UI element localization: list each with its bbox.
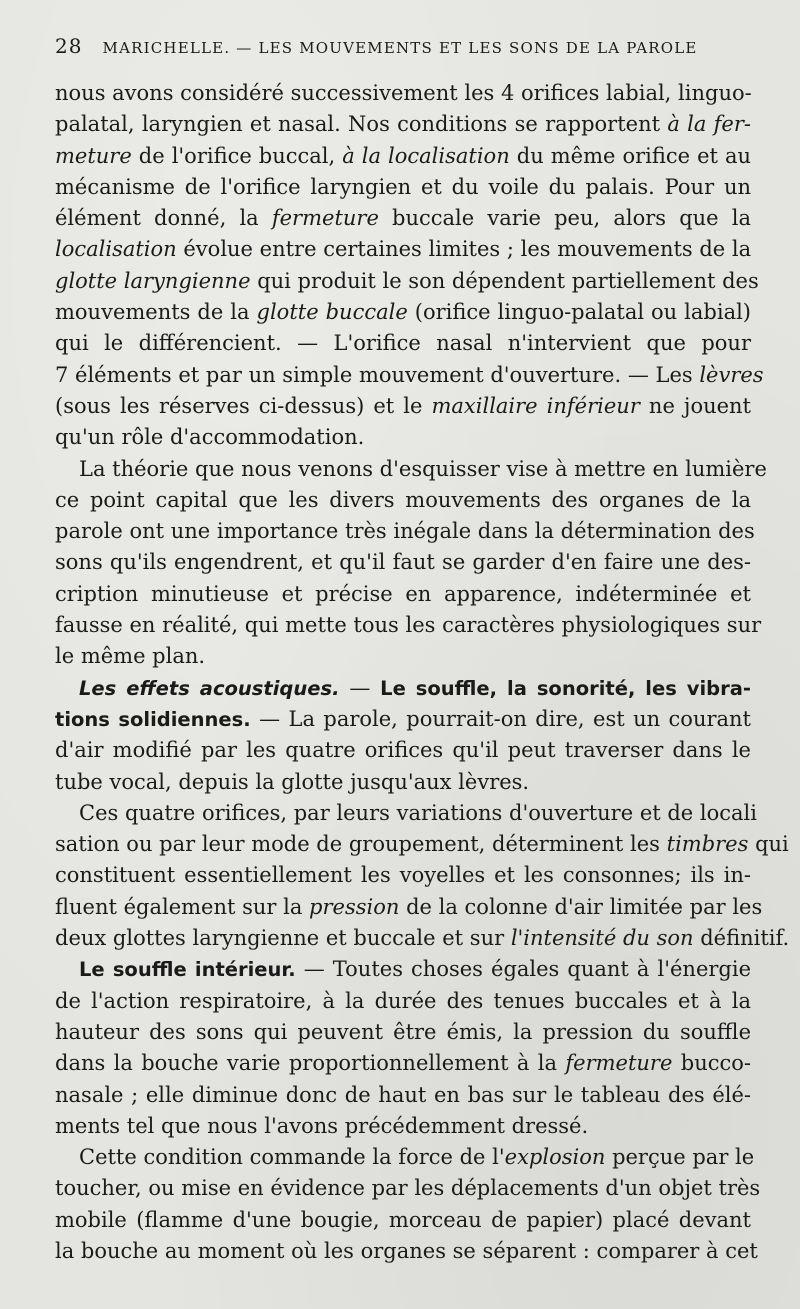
text-line — [55, 234, 751, 265]
text-line — [55, 1173, 761, 1204]
running-title: MARICHELLE. — LES MOUVEMENTS ET LES SONS DE LA PAROLE — [102, 39, 698, 57]
italic-text: maxillaire inférieur — [431, 393, 640, 418]
text-line — [55, 1080, 751, 1111]
text-segment: 7 éléments et par un simple mouvement d'ouverture. — Les — [55, 362, 700, 387]
bold-heading-text: Le souffle, la sonorité, les vibra- — [380, 676, 752, 700]
italic-text: timbres — [666, 832, 749, 857]
italic-text: l'intensité du son — [510, 926, 694, 951]
text-line — [55, 141, 751, 172]
text-line — [55, 1111, 751, 1142]
text-line — [55, 203, 751, 234]
text-line — [55, 923, 790, 954]
text-line — [55, 986, 751, 1017]
text-segment: définitif. — [693, 926, 790, 951]
italic-text: à la localisation — [342, 143, 510, 168]
text-segment: fausse en réalité, qui mette tous les caractères physiologiques sur — [55, 613, 762, 638]
italic-text: pression — [309, 894, 400, 919]
text-segment: cription minutieuse et précise en apparence, indéterminée et — [55, 581, 751, 606]
text-segment: mécanisme de l'orifice laryngien et du voile du palais. Pour un — [55, 174, 751, 199]
text-line — [55, 485, 751, 516]
text-line — [55, 109, 751, 140]
text-segment: qui produit le son dépendent partiellement des — [250, 268, 759, 293]
text-line — [55, 1205, 751, 1236]
text-segment: mouvements de la — [55, 300, 257, 325]
italic-text: fermeture — [565, 1051, 673, 1076]
text-segment: qui — [748, 832, 789, 857]
text-line — [55, 1017, 751, 1048]
text-segment: nasale ; elle diminue donc de haut en bas sur le tableau des élé- — [55, 1082, 751, 1107]
text-segment: buccale varie peu, alors que la — [378, 206, 751, 231]
text-segment: d'air modifié par les quatre orifices qu'il peut traverser dans le — [55, 738, 751, 763]
italic-text: fermeture — [271, 206, 379, 231]
italic-text: glotte buccale — [256, 300, 408, 325]
text-line — [55, 328, 751, 359]
text-line — [55, 641, 751, 672]
text-segment: deux glottes laryngienne et buccale et sur — [55, 926, 511, 951]
text-line — [55, 860, 751, 891]
italic-text: lèvres — [699, 362, 764, 387]
text-line — [55, 673, 751, 704]
text-segment: la bouche au moment où les organes se séparent : comparer à cet — [55, 1238, 758, 1263]
text-segment: le même plan. — [55, 644, 206, 669]
text-segment: qui le différencient. — L'orifice nasal n'intervient que pour — [55, 331, 751, 356]
text-segment: — Toutes choses égales quant à l'énergie — [295, 957, 751, 982]
text-segment: ne jouent — [639, 393, 752, 418]
text-segment: évolue entre certaines limites ; les mouvements de la — [176, 237, 752, 262]
text-line — [55, 767, 751, 798]
text-segment: du même orifice et au — [509, 143, 751, 168]
text-segment: dans la bouche varie proportionnellement à la — [55, 1051, 566, 1076]
italic-text: meture — [55, 143, 132, 168]
bold-heading-text: tions solidiennes. — [55, 707, 251, 731]
body-text — [55, 78, 790, 1267]
text-segment: — — [339, 675, 381, 700]
text-line — [55, 516, 755, 547]
text-line — [55, 297, 751, 328]
italic-text: localisation — [55, 237, 177, 262]
text-segment: qu'un rôle d'accommodation. — [55, 425, 365, 450]
text-segment: — La parole, pourrait-on dire, est un courant — [250, 706, 751, 731]
text-line — [55, 892, 763, 923]
text-segment: fluent également sur la — [55, 894, 310, 919]
text-segment: de l'action respiratoire, à la durée des tenues buccales et à la — [55, 988, 751, 1013]
text-segment: parole ont une importance très inégale dans la détermination des — [55, 519, 755, 544]
italic-text: à la fer- — [667, 112, 751, 137]
text-line — [55, 1142, 755, 1173]
text-line — [55, 798, 757, 829]
page-header — [55, 34, 755, 58]
text-segment: sons qu'ils engendrent, et qu'il faut se garder d'en faire une des- — [55, 550, 751, 575]
text-segment: nous avons considéré successivement les 4 orifices labial, linguo- — [55, 81, 752, 105]
text-line — [55, 829, 789, 860]
text-segment: palatal, laryngien et nasal. Nos conditions se rapportent — [55, 112, 668, 137]
text-segment: tube vocal, depuis la glotte jusqu'aux lèvres. — [55, 769, 530, 794]
text-line — [55, 1048, 751, 1079]
text-segment: (orifice linguo-palatal ou labial) — [407, 300, 752, 325]
text-segment: constituent essentiellement les voyelles et les consonnes; ils in- — [55, 863, 751, 888]
text-segment: ments tel que nous l'avons précédemment dressé. — [55, 1113, 589, 1138]
text-line — [55, 735, 751, 766]
text-segment: perçue par le — [605, 1145, 755, 1170]
text-line — [55, 266, 759, 297]
text-segment: de l'orifice buccal, — [131, 143, 343, 168]
bold-heading-text: Le souffle intérieur. — [79, 958, 296, 982]
text-segment: Ces quatre orifices, par leurs variations d'ouverture et de locali — [79, 800, 757, 825]
italic-text: glotte laryngienne — [55, 268, 251, 293]
text-line — [55, 610, 762, 641]
text-segment: Cette condition commande la force de l' — [79, 1145, 505, 1170]
text-line — [55, 422, 751, 453]
text-line — [55, 454, 767, 485]
text-line — [55, 954, 751, 985]
text-segment: élément donné, la — [55, 206, 272, 231]
text-segment: mobile (flamme d'une bougie, morceau de papier) placé devant — [55, 1207, 751, 1232]
text-line — [55, 704, 751, 735]
text-line — [55, 360, 764, 391]
text-segment: (sous les réserves ci-dessus) et le — [55, 393, 432, 418]
text-segment: de la colonne d'air limitée par les — [399, 894, 763, 919]
text-line — [55, 172, 751, 203]
text-segment: bucco- — [672, 1051, 751, 1076]
page-number: 28 — [55, 34, 83, 58]
text-segment: La théorie que nous venons d'esquisser vise à mettre en lumière — [79, 456, 767, 481]
text-segment: toucher, ou mise en évidence par les déplacements d'un objet très — [55, 1176, 761, 1201]
text-line — [55, 78, 751, 109]
text-segment: hauteur des sons qui peuvent être émis, la pression du souffle — [55, 1019, 751, 1044]
text-line — [55, 547, 751, 578]
italic-text: explosion — [504, 1145, 606, 1170]
text-line — [55, 391, 751, 422]
bold-heading-text: Les effets acoustiques. — [79, 676, 340, 700]
text-line — [55, 579, 751, 610]
text-segment: ce point capital que les divers mouvements des organes de la — [55, 487, 751, 512]
text-segment: sation ou par leur mode de groupement, déterminent les — [55, 832, 667, 857]
text-line — [55, 1236, 758, 1267]
